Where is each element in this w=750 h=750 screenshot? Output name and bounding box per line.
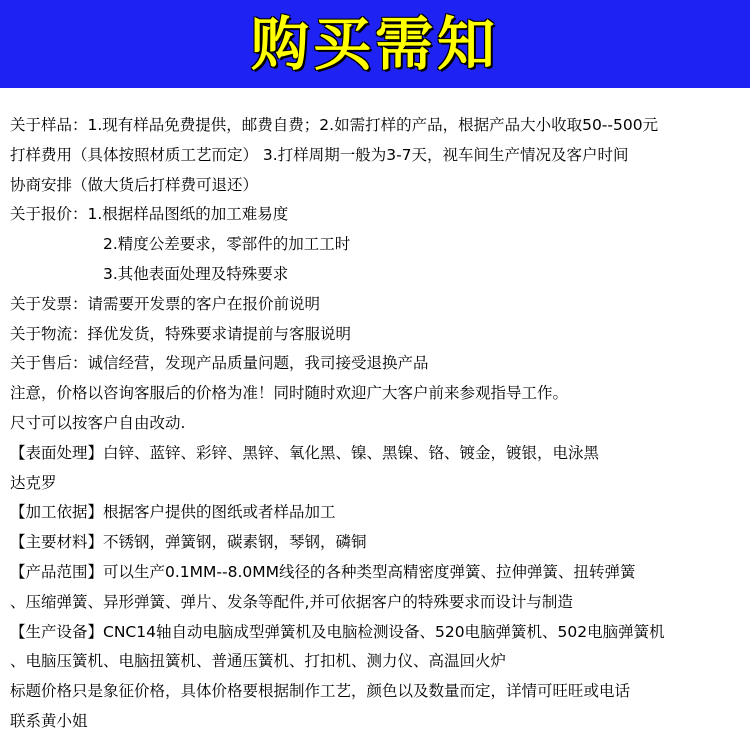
price-disclaimer-line-2: 联系黄小姐	[10, 711, 88, 730]
header-banner	[0, 0, 750, 88]
equipment-line-2: 、电脑压簧机、电脑扭簧机、普通压簧机、打扣机、测力仪、高温回火炉	[10, 652, 507, 671]
after-sales-policy-line: 关于售后：诚信经营，发现产品质量问题，我司接受退换产品	[10, 354, 429, 373]
processing-basis-line: 【加工依据】根据客户提供的图纸或者样品加工	[10, 503, 336, 522]
quote-policy-line-1: 关于报价：1.根据样品图纸的加工难易度	[10, 205, 289, 224]
quote-policy-line-2: 2.精度公差要求，零部件的加工工时	[103, 235, 351, 254]
product-range-line-1: 【产品范围】可以生产0.1MM--8.0MM线径的各种类型高精密度弹簧、拉伸弹簧、扭转弹簧	[10, 562, 636, 581]
logistics-policy-line: 关于物流：择优发货，特殊要求请提前与客服说明	[10, 324, 352, 343]
main-materials-line: 【主要材料】不锈钢，弹簧钢，碳素钢，琴钢，磷铜	[10, 533, 367, 552]
notice-body	[10, 111, 746, 737]
sample-policy-line-3: 协商安排（做大货后打样费可退还）	[10, 175, 259, 194]
surface-treatment-line-1: 【表面处理】白锌、蓝锌、彩锌、黑锌、氧化黑、镍、黑镍、铬、镀金，镀银，电泳黑	[10, 443, 600, 462]
surface-treatment-line-2: 达克罗	[10, 473, 57, 492]
price-notice-line: 注意，价格以咨询客服后的价格为准！同时随时欢迎广大客户前来参观指导工作。	[10, 384, 569, 403]
sample-policy-line-1: 关于样品：1.现有样品免费提供，邮费自费；2.如需打样的产品，根据产品大小收取50--500元	[10, 116, 659, 134]
product-range-line-2: 、压缩弹簧、异形弹簧、弹片、发条等配件,并可依据客户的特殊要求而设计与制造	[10, 592, 573, 611]
equipment-line-1: 【生产设备】CNC14轴自动电脑成型弹簧机及电脑检测设备、520电脑弹簧机、502电脑弹簧机	[10, 622, 665, 641]
page-title: 购买需知	[250, 10, 499, 78]
invoice-policy-line: 关于发票：请需要开发票的客户在报价前说明	[10, 294, 321, 313]
quote-policy-line-3: 3.其他表面处理及特殊要求	[103, 264, 289, 283]
sample-policy-line-2: 打样费用（具体按照材质工艺而定） 3.打样周期一般为3-7天，视车间生产情况及客户时间	[10, 145, 629, 164]
price-disclaimer-line-1: 标题价格只是象征价格，具体价格要根据制作工艺，颜色以及数量而定，详情可旺旺或电话	[10, 682, 631, 701]
size-notice-line: 尺寸可以按客户自由改动.	[10, 413, 186, 432]
